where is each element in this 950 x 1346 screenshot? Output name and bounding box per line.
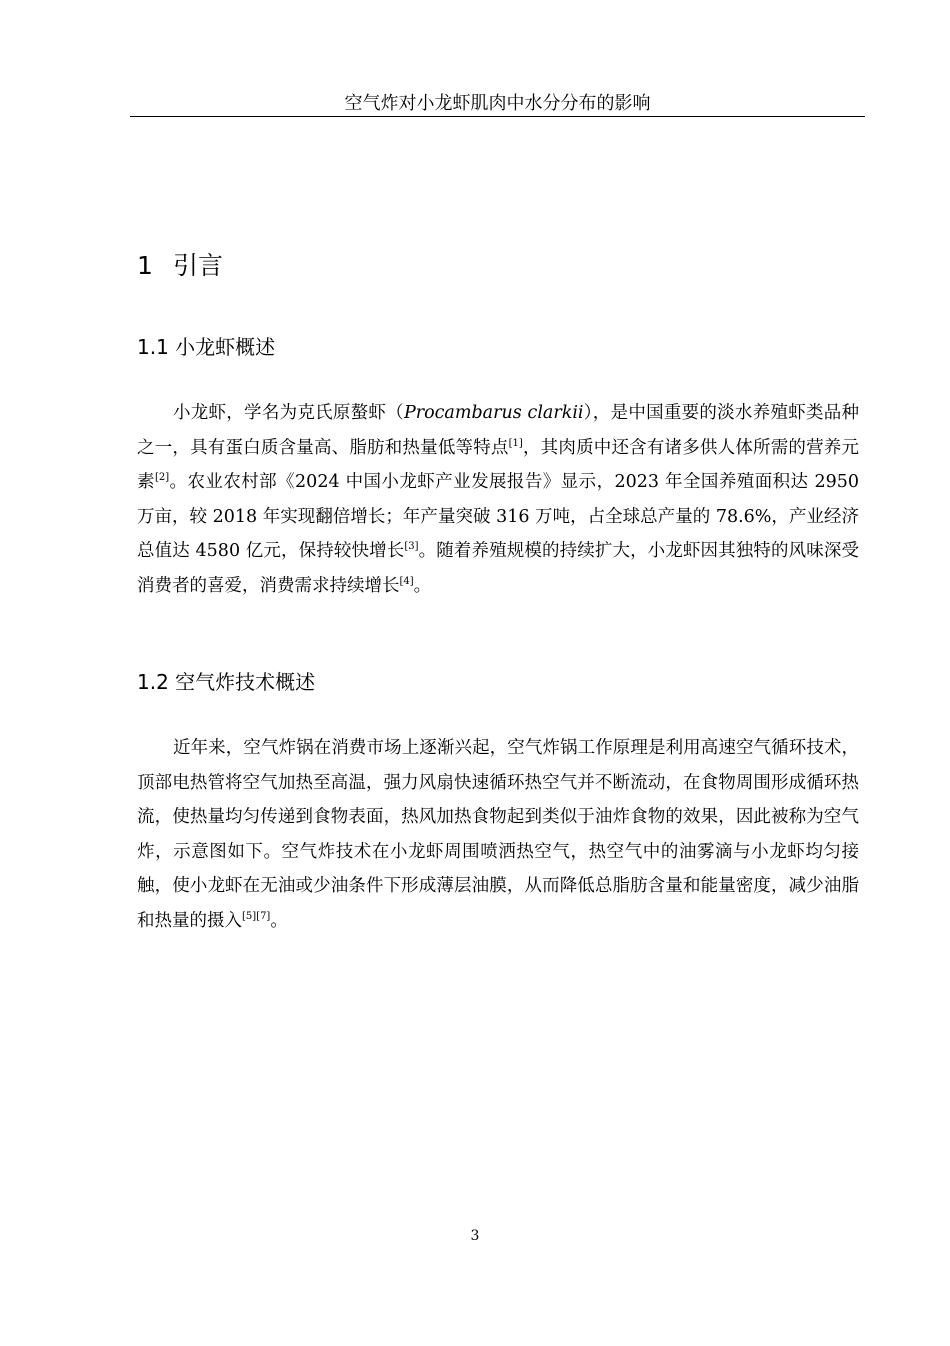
text-run: 近年来，空气炸锅在消费市场上逐渐兴起，空气炸锅工作原理是利用高速空气循环技术，顶部电热管将空气加热至高温，强力风扇快速循环热空气并不断流动，在食物周围形成循环热流，使热量均匀传递到食物表面，热风加热食物起到类似于油炸食物的效果，因此被称为空气炸，示意图如下。空气炸技术在小龙虾周围喷洒热空气，热空气中的油雾滴与小龙虾均匀接触，使小龙虾在无油或少油条件下形成薄层油膜，从而降低总脂肪含量和能量密度，减少油脂和热量的摄入 [137,738,859,931]
section-title: 引言 [173,251,224,280]
text-run: 。 [413,575,432,596]
text-run: ），是中国重要的淡水养殖虾类品种之一，具有蛋白质含量高、脂肪和热量低等特点 [137,403,860,458]
paragraph-air-fry-overview [137,731,859,938]
text-run: 小龙虾，学名为克氏原螯虾（ [173,403,404,423]
text-run: 。随着养殖规模的持续扩大，小龙虾因其独特的风味深受消费者的喜爱，消费需求持续增长 [137,541,859,596]
citation-ref: [1] [508,437,523,449]
citation-ref: [4] [399,575,414,587]
text-run: 。农业农村部《2024 中国小龙虾产业发展报告》显示，2023 年全国养殖面积达 2950 万亩，较 2018 年实现翻倍增长；年产量突破 316 万吨，占全球总产量的 78.6%，产业经济总值达 4580 亿元，保持较快增长 [137,472,860,561]
page-number: 3 [470,1228,480,1244]
citation-ref: [5][7] [242,910,271,922]
text-run: ，其肉质中还含有诸多供人体所需的营养元素 [137,437,859,492]
subsection-heading-1-2: 1.2 空气炸技术概述 [137,670,316,694]
citation-ref: [2] [154,472,170,484]
text-run: 。 [270,910,288,931]
running-header: 空气炸对小龙虾肌肉中水分分布的影响 [344,93,651,114]
section-number: 1 [137,251,153,280]
paragraph-crayfish-overview [137,396,859,603]
section-heading-1 [137,250,223,282]
latin-name: Procambarus clarkii [403,403,584,423]
citation-ref: [3] [404,541,419,553]
header-rule [130,116,865,117]
subsection-heading-1-1: 1.1 小龙虾概述 [137,335,276,359]
